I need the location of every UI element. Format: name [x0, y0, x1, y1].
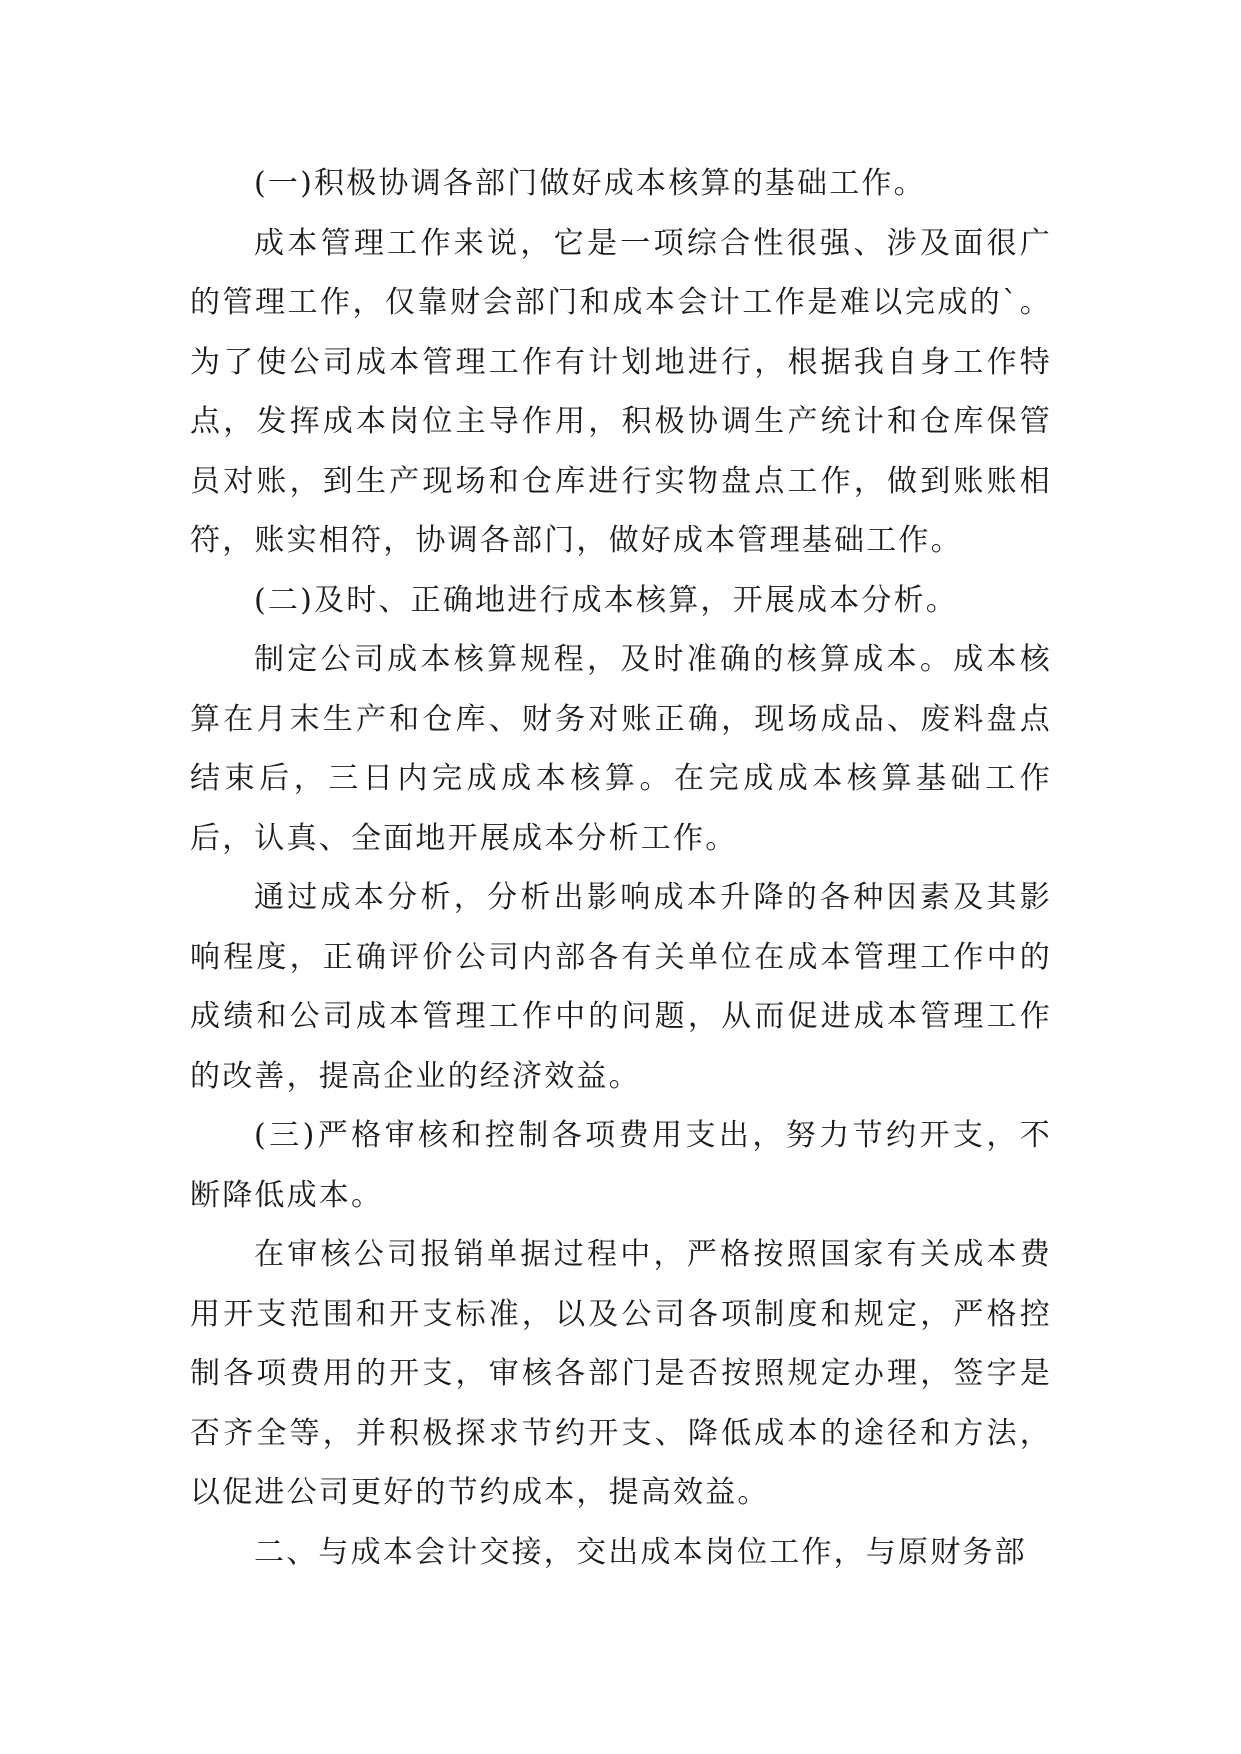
paragraph-cost-accounting-procedure: 制定公司成本核算规程，及时准确的核算成本。成本核算在月末生产和仓库、财务对账正确，现场成品、废料盘点结束后，三日内完成成本核算。在完成成本核算基础工作后，认真、全面地开展成本分析工作。 — [190, 642, 1052, 856]
section-heading-3: (三)严格审核和控制各项费用支出，努力节约开支，不断降低成本。 — [190, 1118, 1052, 1213]
section-heading-2: (二)及时、正确地进行成本核算，开展成本分析。 — [254, 582, 959, 618]
paragraph-cost-management-basics: 成本管理工作来说，它是一项综合性很强、涉及面很广的管理工作，仅靠财会部门和成本会计工作是难以完成的`。为了使公司成本管理工作有计划地进行，根据我自身工作特点，发挥成本岗位主导作用，积极协调生产统计和仓库保管员对账，到生产现场和仓库进行实物盘点工作，做到账账相符，账实相符，协调各部门，做好成本管理基础工作。 — [190, 225, 1052, 558]
paragraph-cost-analysis: 通过成本分析，分析出影响成本升降的各种因素及其影响程度，正确评价公司内部各有关单位在成本管理工作中的成绩和公司成本管理工作中的问题，从而促进成本管理工作的改善，提高企业的经济效益。 — [190, 880, 1052, 1094]
section-heading-handover: 二、与成本会计交接，交出成本岗位工作，与原财务部 — [254, 1534, 1027, 1570]
section-heading-1: (一)积极协调各部门做好成本核算的基础工作。 — [254, 166, 926, 201]
paragraph-expense-review: 在审核公司报销单据过程中，严格按照国家有关成本费用开支范围和开支标准，以及公司各项制度和规定，严格控制各项费用的开支，审核各部门是否按照规定办理，签字是否齐全等，并积极探求节约开支、降低成本的途径和方法，以促进公司更好的节约成本，提高效益。 — [190, 1237, 1052, 1510]
document-body — [190, 154, 1052, 1582]
